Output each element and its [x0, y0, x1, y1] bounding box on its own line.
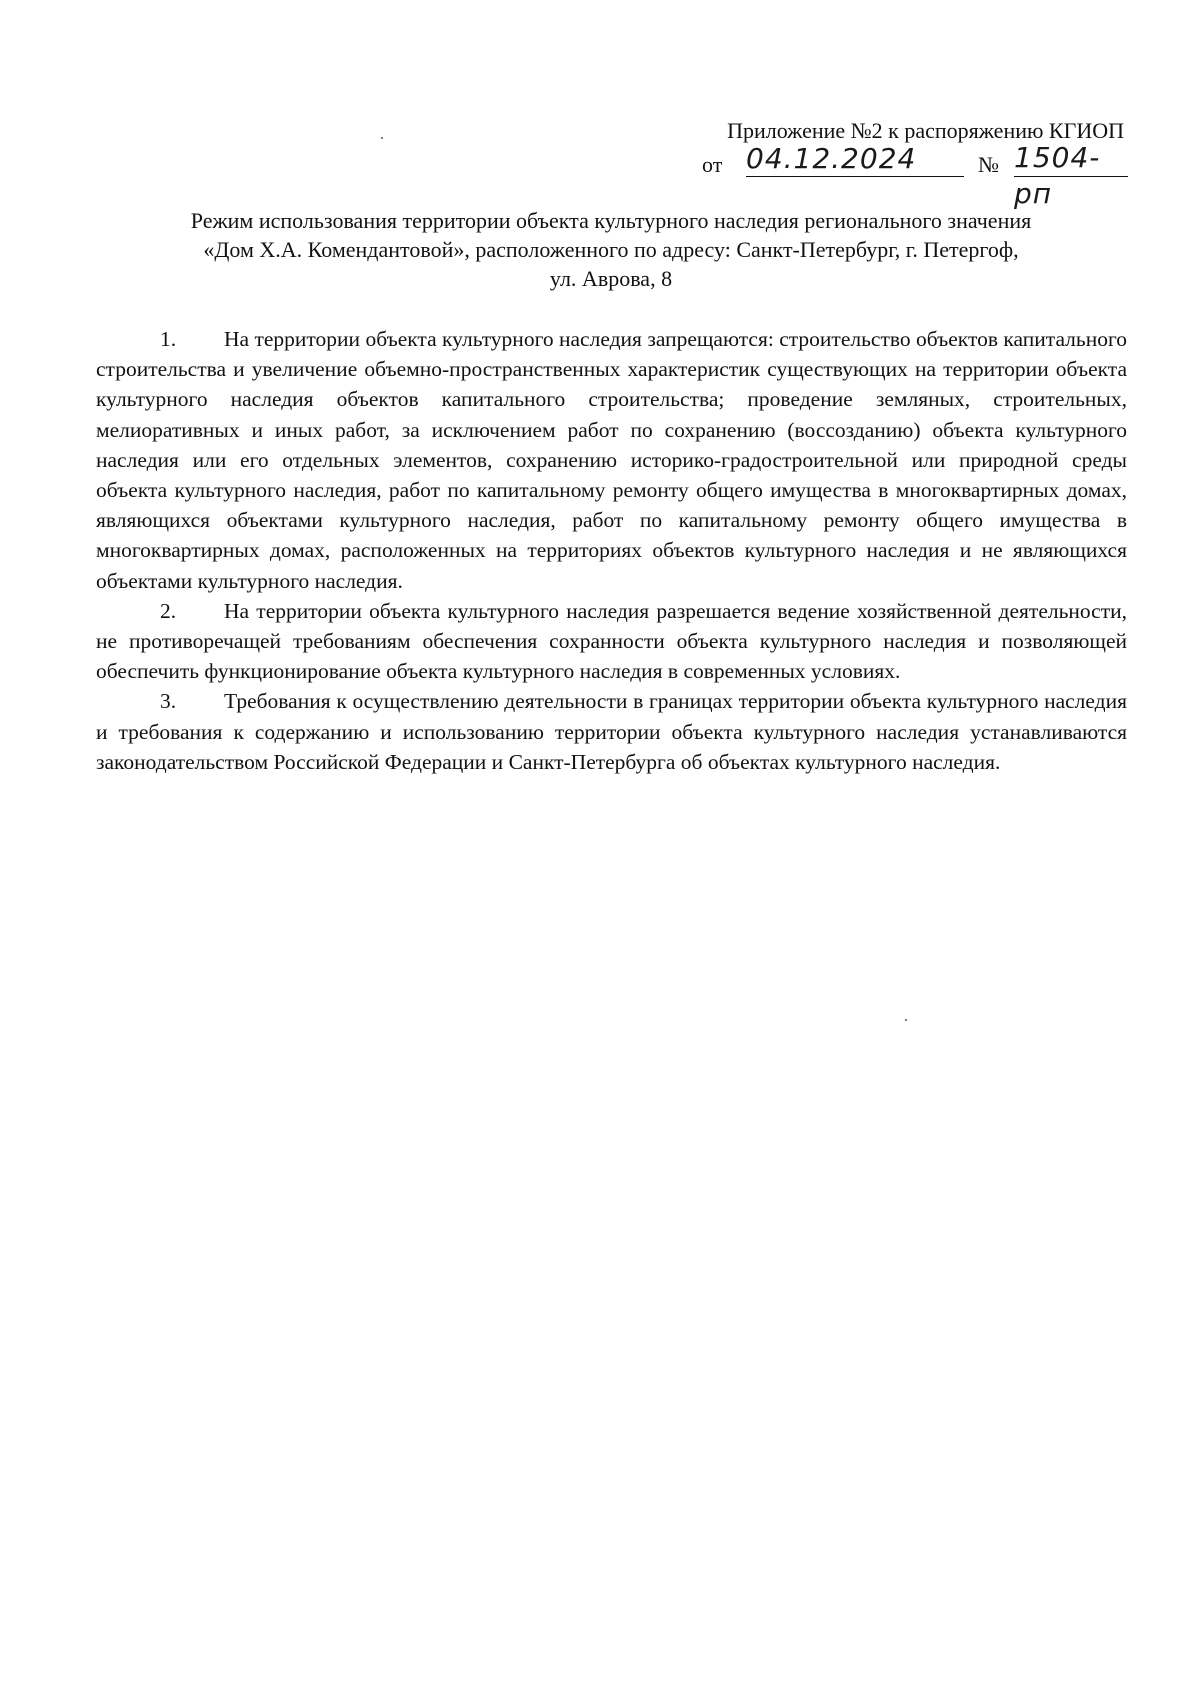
paragraph-1 [96, 324, 1127, 596]
paragraph-number: 2. [160, 598, 177, 623]
document-body [96, 324, 1127, 777]
paragraph-number: 1. [160, 327, 177, 351]
appendix-title-line: Приложение №2 к распоряжению КГИОП [727, 118, 1124, 143]
title-line-3: ул. Аврова, 8 [549, 266, 673, 291]
appendix-date-number-line [604, 141, 1124, 210]
appendix-header [604, 116, 1124, 210]
scan-speck [905, 1019, 907, 1021]
scan-speck [381, 137, 383, 139]
paragraph-text: Требования к осуществлению деятельности в границах территории объекта культурного наследия и требования к содержанию и использованию территории объекта культурного наследия устанавливаются законодательством Российской Федерации и Санкт-Петербурга об объектах культурного наследия. [96, 689, 1127, 774]
document-title [96, 206, 1126, 293]
paragraph-text: На территории объекта культурного наследия разрешается ведение хозяйственной деятельности, не противоречащей требованиям обеспечения сохранности объекта культурного наследия и позволяющей обеспечить функционирование объекта культурного наследия в современных условиях. [96, 598, 1127, 684]
paragraph-3 [96, 686, 1127, 777]
handwritten-date: 04.12.2024 [746, 142, 964, 177]
title-line-1: Режим использования территории объекта культурного наследия регионального значения [190, 208, 1032, 233]
paragraph-number: 3. [160, 689, 177, 714]
number-label: № [978, 152, 999, 177]
paragraph-2 [96, 596, 1127, 687]
date-prefix: от [702, 152, 723, 177]
title-line-2: «Дом Х.А. Комендантовой», расположенного по адресу: Санкт-Петербург, г. Петергоф, [203, 237, 1019, 262]
paragraph-text: На территории объекта культурного наследия запрещаются: строительство объектов капитального строительства и увеличение объемно-пространственных характеристик существующих на территории объекта культурного наследия объектов капитального строительства; проведение земляных, строительных, мелиоративных и иных работ, за исключением работ по сохранению (воссозданию) объекта культурного наследия или его отдельных элементов, сохранению историко-градостроительной или природной среды объекта культурного наследия, работ по капитальному ремонту общего имущества в многоквартирных домах, являющихся объектами культурного наследия, работ по капитальному ремонту общего имущества в многоквартирных домах, расположенных на территориях объектов культурного наследия и не являющихся объектами культурного наследия. [96, 327, 1127, 593]
handwritten-number: 1504-рп [1014, 140, 1128, 177]
